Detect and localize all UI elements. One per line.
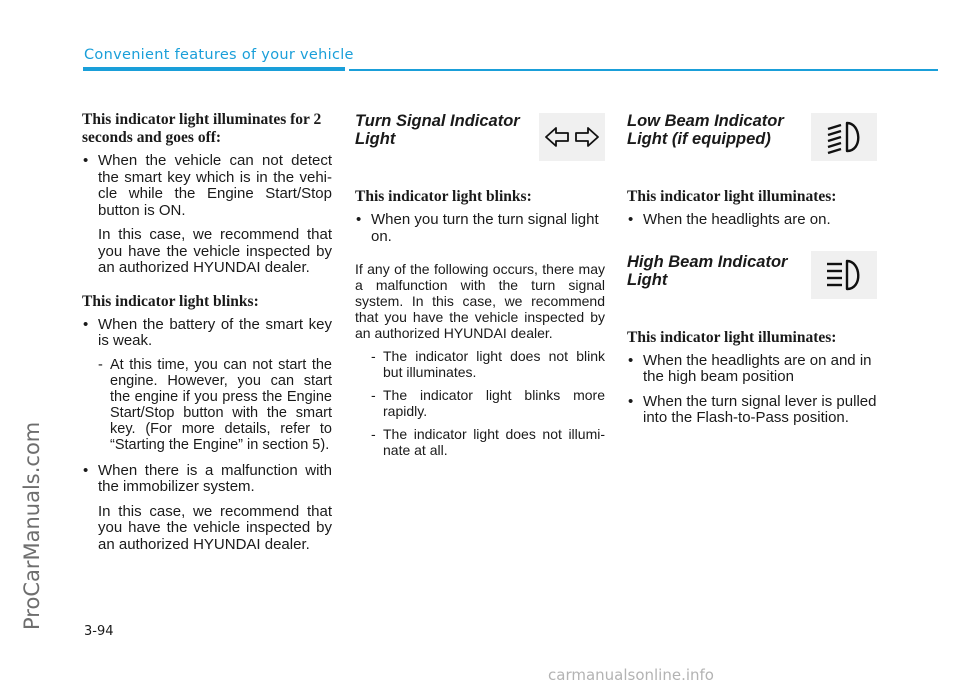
column-1 [82, 108, 332, 553]
low-beam-heading: This indicator light illuminates: [627, 188, 837, 205]
bullet-note: In this case, we recommend that you have the vehicle inspected by an authorized HYUNDAI dealer. [98, 502, 332, 553]
turn-signal-blinks-heading: This indicator light blinks: [355, 188, 532, 205]
high-beam-icon-box [811, 251, 877, 299]
low-beam-title: Low Beam Indicator Light (if equipped) [627, 112, 784, 148]
bullet-item: • When the vehicle can not detect the smart key which is in the vehi-cle while the Engine Start/Stop button is ON. [82, 153, 332, 219]
header-rule-thick [83, 67, 345, 71]
low-beam-icon-box [811, 113, 877, 161]
dash-item: - The indicator light does not blink but illuminates. [355, 348, 605, 380]
bullet-item: • When the headlights are on. [627, 212, 877, 229]
bullet-note: In this case, we recommend that you have the vehicle inspected by an authorized HYUNDAI dealer. [98, 226, 332, 276]
bullet-item: • When you turn the turn signal light on. [355, 212, 605, 245]
dash-item: - The indicator light does not illumi-nate at all. [355, 426, 605, 458]
bullet-item: • When the battery of the smart key is weak. [82, 317, 332, 350]
page-number: 3-94 [84, 624, 114, 639]
header-rule-thin [349, 69, 938, 71]
bullet-item: • When the headlights are on and in the high beam position [627, 353, 877, 386]
turn-signal-paragraph: If any of the following occurs, there may a malfunction with the turn signal system. In this case, we recommend that you have the vehicle inspected by an authorized HYUNDAI dealer. [355, 261, 605, 341]
turn-signal-arrows-icon [542, 122, 602, 152]
low-beam-headlight-icon [819, 117, 869, 157]
bullet-item: • When the turn signal lever is pulled into the Flash-to-Pass position. [627, 394, 877, 427]
turn-signal-title: Turn Signal Indicator Light [355, 112, 520, 148]
high-beam-title: High Beam Indicator Light [627, 252, 788, 289]
high-beam-headlight-icon [819, 255, 869, 295]
section-header-title: Convenient features of your vehicle [84, 47, 354, 63]
smart-key-blinks-heading: This indicator light blinks: [82, 292, 259, 310]
bullet-item: • When there is a malfunction with the immobilizer system. [82, 463, 332, 496]
side-watermark: ProCarManuals.com [20, 421, 44, 630]
smart-key-illuminates-heading: This indicator light illuminates for 2 seconds and goes off: [82, 111, 322, 146]
bottom-watermark: carmanualsonline.info [548, 666, 714, 684]
dash-item: - At this time, you can not start the engine. However, you can start the engine if you press the Engine Start/Stop button with the smart key. (For more details, refer to “Starting the Engine” in section 5). [82, 357, 332, 453]
turn-signal-icon-box [539, 113, 605, 161]
dash-item: - The indicator light blinks more rapidly. [355, 387, 605, 419]
high-beam-heading: This indicator light illuminates: [627, 328, 837, 346]
